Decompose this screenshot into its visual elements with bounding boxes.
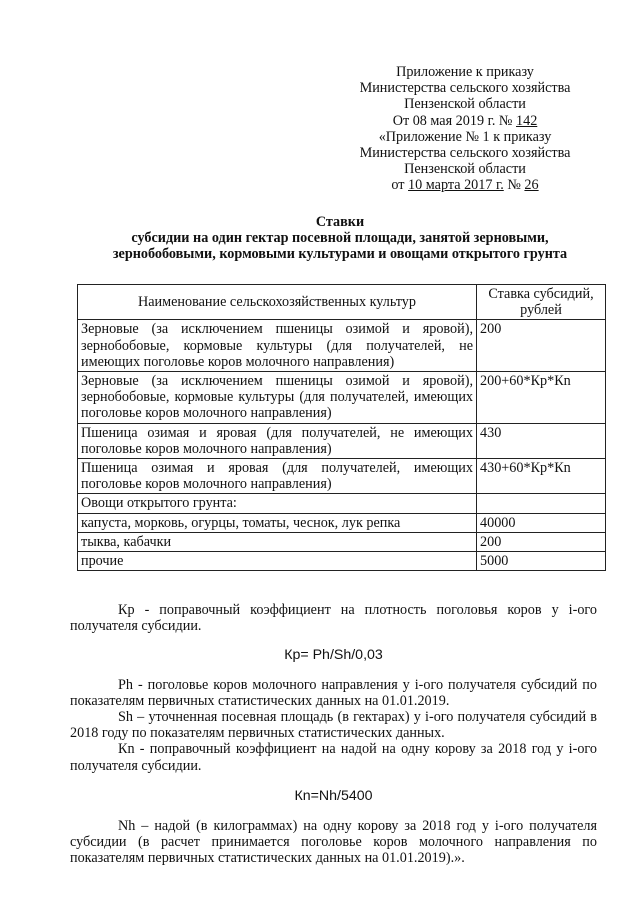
- original-order-number: 26: [524, 177, 539, 194]
- title-line: субсидии на один гектар посевной площади, занятой зерновыми,: [131, 230, 549, 247]
- header-line: Пензенской области: [404, 96, 526, 113]
- table-row: [78, 423, 606, 458]
- rate-header-line: Ставка субсидий,: [488, 286, 594, 302]
- order-annex-header: [330, 64, 600, 194]
- spacer: [70, 804, 597, 818]
- rate-cell: 200: [477, 532, 606, 551]
- coefficient-notes: [70, 602, 597, 867]
- rate-cell: 430: [477, 423, 606, 458]
- table-row: [78, 513, 606, 532]
- nh-definition: Nh – надой (в килограммах) на одну корову за 2018 год у i-ого получателя субсидии (в расчет принимается поголовье коров молочного направления по показателям первичных статистических данных на 01.01.2019).».: [70, 818, 597, 867]
- original-order-mid: №: [503, 177, 525, 194]
- rate-cell: 5000: [477, 552, 606, 571]
- header-line: Пензенской области: [404, 161, 526, 178]
- crop-name-cell: капуста, морковь, огурцы, томаты, чеснок, лук репка: [78, 513, 477, 532]
- table-row: [78, 532, 606, 551]
- table-header-row: [78, 285, 606, 320]
- kn-formula: Кn=Nh/5400: [294, 787, 373, 804]
- header-line: Министерства сельского хозяйства: [359, 145, 571, 162]
- header-line-original-order: [330, 177, 600, 193]
- table-row: [78, 320, 606, 372]
- crop-name-cell: тыква, кабачки: [78, 532, 477, 551]
- ph-definition: Ph - поголовье коров молочного направления у i-ого получателя субсидий по показателям первичных статистических данных на 01.01.2019.: [70, 676, 597, 709]
- header-line: Приложение к приказу: [396, 64, 534, 80]
- original-order-date: 10 марта 2017 г.: [408, 177, 504, 194]
- kp-formula: Кр= Ph/Sh/0,03: [284, 647, 383, 664]
- header-line: Министерства сельского хозяйства: [359, 80, 571, 97]
- column-header-crops: Наименование сельскохозяйственных культур: [78, 285, 477, 320]
- header-line-order-date: [330, 113, 600, 129]
- title-line: Ставки: [315, 214, 365, 230]
- rate-cell: 200+60*Кр*Кn: [477, 372, 606, 424]
- table-row: [78, 459, 606, 494]
- table-row: [78, 372, 606, 424]
- column-header-rate: [477, 285, 606, 320]
- crop-name-cell: Овощи открытого грунта:: [78, 494, 477, 513]
- crop-name-cell: Зерновые (за исключением пшеницы озимой и яровой), зернобобовые, кормовые культуры (для получателей, не имеющих поголовье коров молочного направления): [78, 320, 477, 372]
- title-line: зернобобовыми, кормовыми культурами и овощами открытого грунта: [112, 246, 568, 263]
- order-number: 142: [516, 112, 538, 129]
- table-row: [78, 552, 606, 571]
- crop-name-cell: прочие: [78, 552, 477, 571]
- crop-name-cell: Пшеница озимая и яровая (для получателей, не имеющих поголовье коров молочного направления): [78, 423, 477, 458]
- sh-definition: Sh – уточненная посевная площадь (в гектарах) у i-ого получателя субсидий в 2018 году по показателям первичных статистических данных.: [70, 709, 597, 742]
- kn-definition: Кn - поправочный коэффициент на надой на одну корову за 2018 год у i-ого получателя субсидии.: [70, 741, 597, 774]
- order-date-text: От 08 мая 2019 г. №: [392, 112, 516, 129]
- crop-name-cell: Пшеница озимая и яровая (для получателей, имеющих поголовье коров молочного направления): [78, 459, 477, 494]
- header-line: «Приложение № 1 к приказу: [378, 128, 552, 145]
- rate-cell: 430+60*Кр*Кn: [477, 459, 606, 494]
- original-order-prefix: от: [391, 177, 409, 194]
- spacer: [70, 634, 597, 647]
- rate-cell: [477, 494, 606, 513]
- crop-name-cell: Зерновые (за исключением пшеницы озимой и яровой), зернобобовые, кормовые культуры (для получателей, имеющих поголовье коров молочного направления): [78, 372, 477, 424]
- spacer: [70, 664, 597, 677]
- subsidy-rates-table: [77, 284, 606, 571]
- kp-definition: Кр - поправочный коэффициент на плотность поголовья коров у i-ого получателя субсидии.: [70, 602, 597, 635]
- rate-header-line: рублей: [520, 302, 562, 319]
- rate-cell: 40000: [477, 513, 606, 532]
- spacer: [70, 774, 597, 788]
- table-row: [78, 494, 606, 513]
- rate-cell: 200: [477, 320, 606, 372]
- document-title: [60, 214, 620, 263]
